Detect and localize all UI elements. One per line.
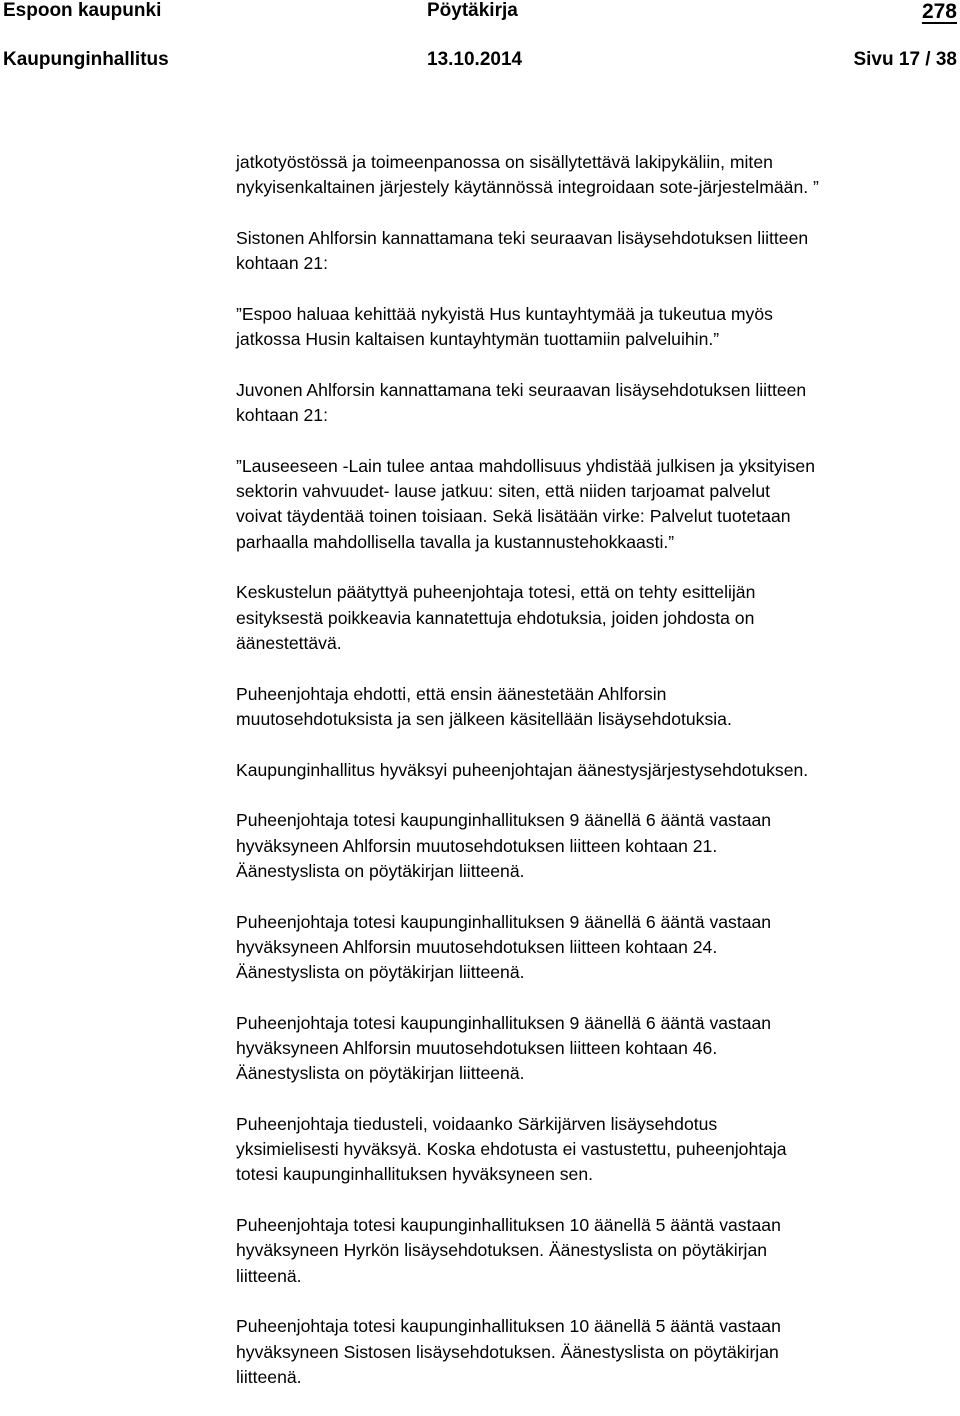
meeting-date: 13.10.2014: [427, 49, 523, 70]
document-header-bottom: [0, 49, 960, 77]
paragraph: ”Lauseeseen -Lain tulee antaa mahdollisuus yhdistää julkisen ja yksityisen sektorin vahvuudet- lause jatkuu: siten, että niiden tarjoamat palvelut voivat täydentää toinen toisiaan. Sekä lisätään virke: Palvelut tuotetaan parhaalla mahdollisella tavalla ja kustannustehokkaasti.”: [236, 456, 815, 552]
paragraph: Puheenjohtaja totesi kaupunginhallituksen 9 äänellä 6 ääntä vastaan hyväksyneen Ahlforsin muutosehdotuksen liitteen kohtaan 21. Äänestyslista on pöytäkirjan liitteenä.: [236, 810, 772, 881]
paragraph: Keskustelun päätyttyä puheenjohtaja totesi, että on tehty esittelijän esityksestä poikkeavia kannatettuja ehdotuksia, joiden johdosta on äänestettävä.: [236, 582, 756, 653]
paragraph: Puheenjohtaja totesi kaupunginhallituksen 10 äänellä 5 ääntä vastaan hyväksyneen Hyrkön lisäysehdotuksen. Äänestyslista on pöytäkirjan liitteenä.: [236, 1215, 781, 1286]
paragraph: jatkotyöstössä ja toimeenpanossa on sisällytettävä lakipykäliin, miten nykyisenkaltainen järjestely käytännössä integroidaan sote-järjestelmään. ”: [236, 152, 819, 198]
paragraph: Puheenjohtaja totesi kaupunginhallituksen 9 äänellä 6 ääntä vastaan hyväksyneen Ahlforsin muutosehdotuksen liitteen kohtaan 46. Äänestyslista on pöytäkirjan liitteenä.: [236, 1012, 772, 1084]
page-indicator: Sivu 17 / 38: [853, 49, 957, 70]
paragraph: Juvonen Ahlforsin kannattamana teki seuraavan lisäysehdotuksen liitteen kohtaan 21:: [236, 380, 807, 426]
governing-body: Kaupunginhallitus: [3, 49, 169, 70]
paragraph: ”Espoo haluaa kehittää nykyistä Hus kuntayhtymää ja tukeutua myös jatkossa Husin kaltaisen kuntayhtymän tuottamiin palveluihin.”: [236, 304, 773, 350]
paragraph: Puheenjohtaja totesi kaupunginhallituksen 9 äänellä 6 ääntä vastaan hyväksyneen Ahlforsin muutosehdotuksen liitteen kohtaan 24. Äänestyslista on pöytäkirjan liitteenä.: [236, 911, 772, 983]
organization-name: Espoon kaupunki: [3, 0, 162, 21]
paragraph: Kaupunginhallitus hyväksyi puheenjohtajan äänestysjärjestysehdotuksen.: [236, 759, 809, 780]
document-type: Pöytäkirja: [427, 0, 518, 21]
paragraph: Puheenjohtaja tiedusteli, voidaanko Särkijärven lisäysehdotus yksimielisesti hyväksyä. Koska ehdotusta ei vastustettu, puheenjohtaja totesi kaupunginhallituksen hyväksyneen sen.: [236, 1114, 787, 1185]
paragraph: Sistonen Ahlforsin kannattamana teki seuraavan lisäysehdotuksen liitteen kohtaan 21:: [236, 228, 809, 274]
paragraph: Puheenjohtaja totesi kaupunginhallituksen 10 äänellä 5 ääntä vastaan hyväksyneen Sistosen lisäysehdotuksen. Äänestyslista on pöytäkirjan liitteenä.: [236, 1316, 781, 1387]
document-body: [236, 150, 958, 1416]
section-number: 278: [921, 0, 957, 23]
document-header-top: [0, 0, 960, 28]
paragraph: Puheenjohtaja ehdotti, että ensin äänestetään Ahlforsin muutosehdotuksista ja sen jälkeen käsitellään lisäysehdotuksia.: [236, 683, 732, 729]
